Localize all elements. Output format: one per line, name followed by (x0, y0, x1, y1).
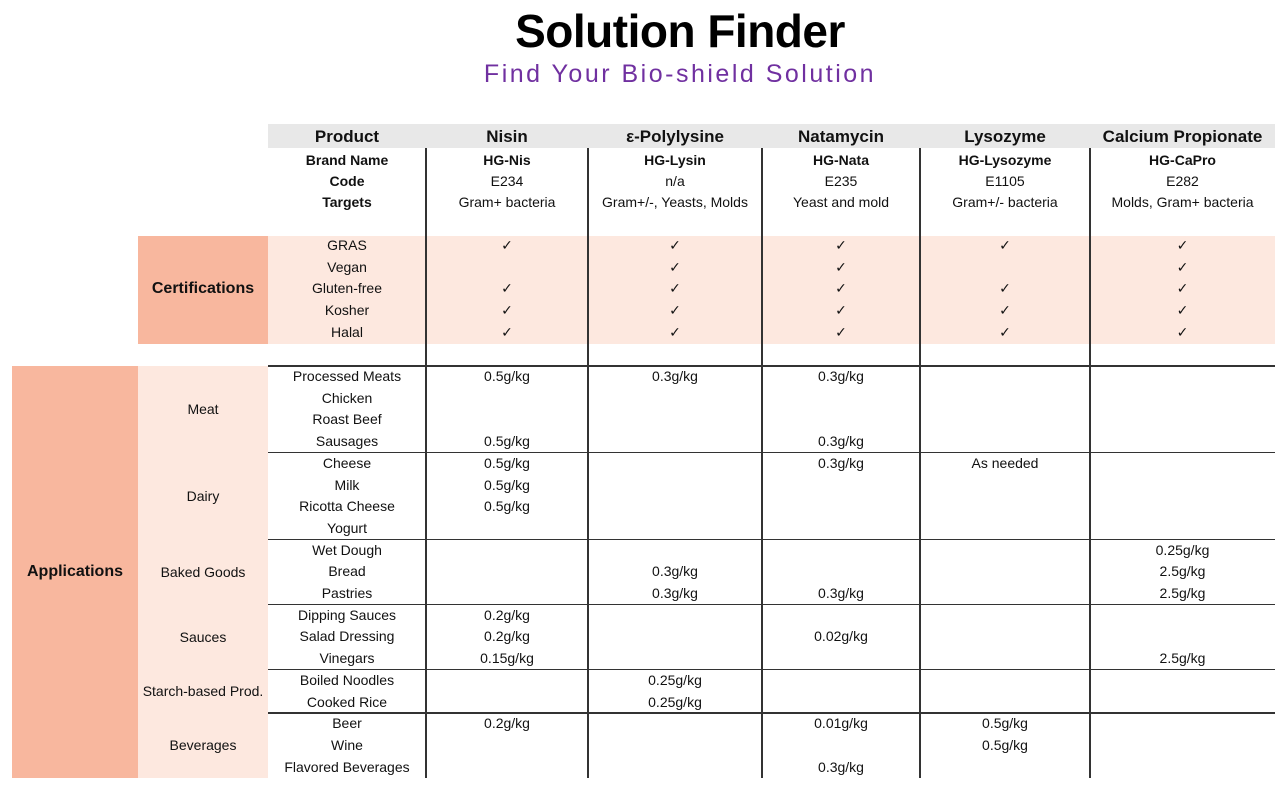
brand-name: HG-Lysin (644, 152, 706, 168)
dosage-value: 2.5g/kg (1159, 585, 1206, 601)
dosage-value: 2.5g/kg (1159, 650, 1206, 667)
application-name: Bread (328, 563, 366, 580)
application-group-label: Starch-based Prod. (142, 682, 264, 699)
check-icon: ✓ (835, 258, 847, 275)
targets-label: Targets (322, 194, 372, 210)
dosage-value: 0.3g/kg (818, 368, 864, 384)
application-name: Cheese (322, 454, 372, 471)
product-targets: Gram+/-, Yeasts, Molds (602, 194, 748, 210)
application-name: Flavored Beverages (284, 758, 410, 775)
certifications-label: Certifications (151, 280, 255, 297)
application-name: Yogurt (327, 519, 367, 536)
application-name: Wet Dough (312, 541, 382, 558)
dosage-value: 0.25g/kg (648, 671, 702, 688)
dosage-value: 0.5g/kg (484, 498, 530, 515)
product-targets: Yeast and mold (793, 194, 889, 210)
dosage-value: 0.3g/kg (818, 758, 864, 775)
application-name: Salad Dressing (299, 628, 395, 645)
dosage-value: 0.25g/kg (648, 693, 702, 710)
application-group-label: Beverages (169, 737, 237, 754)
application-name: Ricotta Cheese (299, 498, 395, 515)
dosage-value: 0.5g/kg (484, 433, 530, 450)
dosage-value: 0.3g/kg (818, 585, 864, 601)
application-name: Cooked Rice (306, 693, 388, 710)
check-icon: ✓ (669, 323, 681, 340)
code-label: Code (329, 173, 365, 189)
dosage-value: 0.5g/kg (982, 715, 1028, 732)
check-icon: ✓ (835, 237, 847, 253)
certification-name: Kosher (324, 302, 370, 319)
check-icon: ✓ (669, 258, 681, 275)
application-group-label: Baked Goods (160, 563, 246, 580)
application-name: Vinegars (319, 650, 375, 667)
check-icon: ✓ (669, 237, 681, 253)
product-code: E235 (824, 173, 858, 189)
application-name: Milk (334, 476, 360, 493)
dosage-value: 0.25g/kg (1155, 541, 1210, 558)
product-targets: Gram+ bacteria (458, 194, 556, 210)
product-targets: Molds, Gram+ bacteria (1111, 194, 1254, 210)
dosage-value: 0.3g/kg (652, 368, 698, 384)
brand-name-label: Brand Name (305, 152, 389, 168)
dosage-value: 2.5g/kg (1159, 563, 1206, 580)
applications-label: Applications (26, 563, 123, 580)
application-name: Beer (332, 715, 362, 732)
brand-name: HG-Nata (812, 152, 869, 168)
empty-cell (426, 257, 588, 279)
application-group-label: Meat (187, 401, 219, 417)
product-column-header: Lysozyme (964, 127, 1046, 146)
dosage-value: 0.5g/kg (484, 368, 530, 384)
dosage-value: As needed (971, 454, 1039, 471)
product-column-header: Natamycin (798, 127, 884, 146)
brand-name: HG-Lysozyme (958, 152, 1052, 168)
dosage-value: 0.2g/kg (484, 606, 530, 623)
product-code: n/a (665, 173, 685, 189)
page-title: Solution Finder (515, 5, 845, 57)
application-group-label: Dairy (186, 487, 220, 504)
dosage-value: 0.3g/kg (818, 454, 864, 471)
application-name: Pastries (321, 585, 373, 601)
check-icon: ✓ (1176, 237, 1189, 253)
check-icon: ✓ (1176, 323, 1189, 340)
dosage-value: 0.15g/kg (480, 650, 534, 667)
product-column-header: ε-Polylysine (626, 127, 724, 146)
certification-name: Gluten-free (311, 280, 383, 297)
dosage-value: 0.01g/kg (814, 715, 868, 732)
application-name: Processed Meats (292, 368, 402, 384)
application-name: Wine (331, 736, 363, 753)
check-icon: ✓ (1176, 280, 1189, 297)
certification-name: Halal (331, 323, 363, 340)
application-name: Sausages (315, 433, 379, 450)
application-group-label: Sauces (179, 628, 227, 645)
dosage-value: 0.3g/kg (818, 433, 864, 450)
check-icon: ✓ (999, 237, 1011, 253)
dosage-value: 0.2g/kg (484, 715, 530, 732)
check-icon: ✓ (501, 302, 513, 319)
check-icon: ✓ (835, 302, 847, 319)
check-icon: ✓ (501, 280, 513, 297)
dosage-value: 0.5g/kg (484, 476, 530, 493)
check-icon: ✓ (501, 323, 513, 340)
dosage-value: 0.02g/kg (814, 628, 868, 645)
product-column-header: Calcium Propionate (1102, 127, 1263, 146)
certification-name: GRAS (327, 237, 367, 253)
dosage-value: 0.5g/kg (484, 454, 530, 471)
check-icon: ✓ (999, 280, 1011, 297)
application-name: Roast Beef (312, 411, 382, 428)
product-targets: Gram+/- bacteria (952, 194, 1058, 210)
page-subtitle: Find Your Bio-shield Solution (483, 60, 877, 88)
check-icon: ✓ (835, 280, 847, 297)
application-name: Chicken (321, 389, 373, 406)
check-icon: ✓ (999, 302, 1011, 319)
dosage-value: 0.3g/kg (652, 563, 698, 580)
empty-cell (920, 257, 1090, 279)
brand-name: HG-CaPro (1149, 152, 1216, 168)
check-icon: ✓ (501, 237, 513, 253)
check-icon: ✓ (835, 323, 847, 340)
dosage-value: 0.2g/kg (484, 628, 530, 645)
product-column-header: Nisin (486, 127, 528, 146)
product-code: E1105 (985, 173, 1025, 189)
check-icon: ✓ (669, 280, 681, 297)
check-icon: ✓ (669, 302, 681, 319)
application-name: Boiled Noodles (299, 671, 395, 688)
product-header: Product (314, 127, 380, 146)
check-icon: ✓ (1176, 258, 1189, 275)
check-icon: ✓ (999, 323, 1011, 340)
product-code: E282 (1166, 173, 1199, 189)
brand-name: HG-Nis (483, 152, 531, 168)
product-code: E234 (490, 173, 524, 189)
certification-name: Vegan (327, 258, 367, 275)
dosage-value: 0.5g/kg (982, 736, 1028, 753)
application-name: Dipping Sauces (297, 606, 397, 623)
check-icon: ✓ (1176, 302, 1189, 319)
dosage-value: 0.3g/kg (652, 585, 698, 601)
